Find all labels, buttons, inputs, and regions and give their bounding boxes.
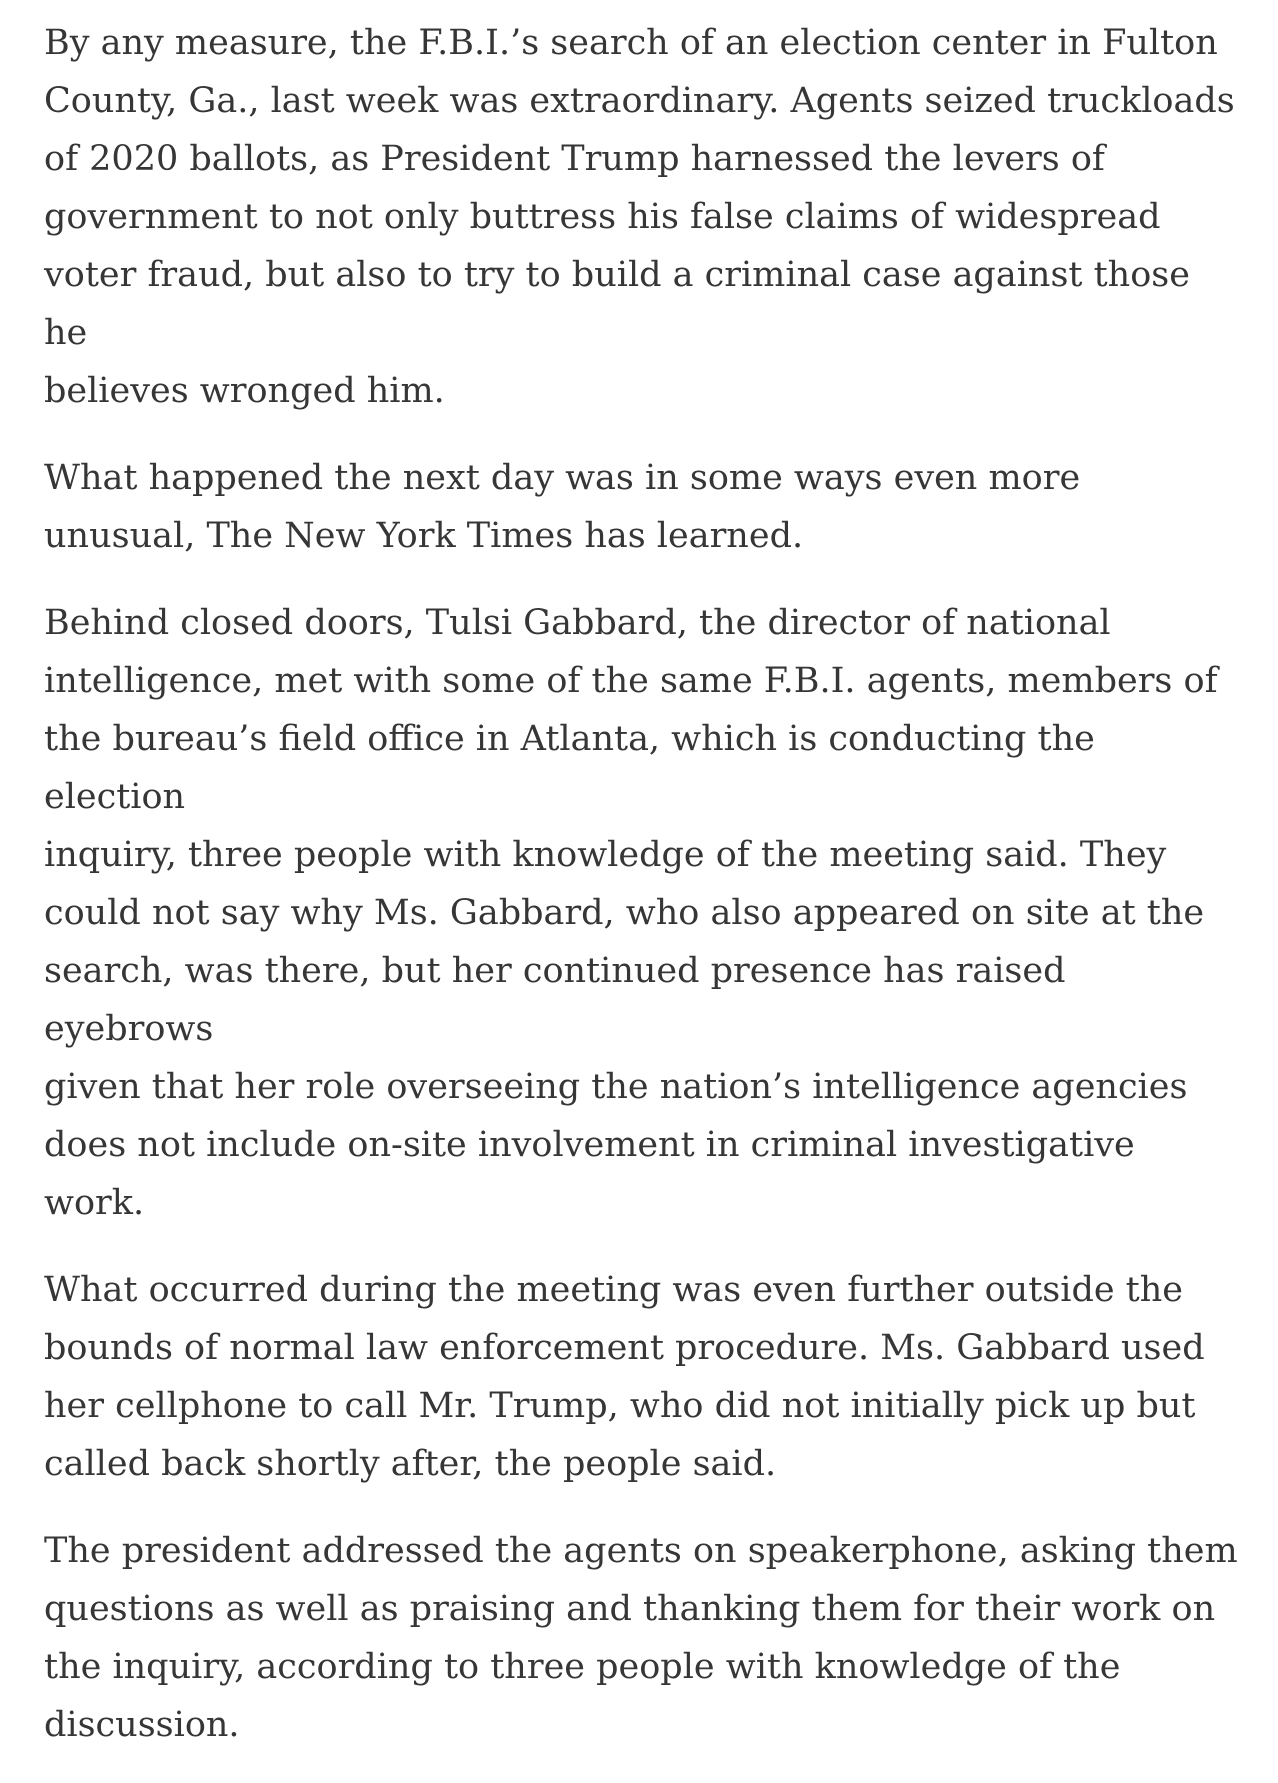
article-paragraph-4: What occurred during the meeting was even further outside the bounds of normal law enforcement procedure. Ms. Gabbard used her cellphone to call Mr. Trump, who did not initially pick up but called back shortly after, the people said.: [44, 1270, 1205, 1484]
article-paragraph-2: What happened the next day was in some ways even more unusual, The New York Times has learned.: [44, 458, 1081, 556]
article-paragraph-3: Behind closed doors, Tulsi Gabbard, the director of national intelligence, met with some of the same F.B.I. agents, members of the bureau’s field office in Atlanta, which is conducting the election inquiry, three people with knowledge of the meeting said. They could not say why Ms. Gabbard, who also appeared on site at the search, was there, but her continued presence has raised eyebrows given that her role overseeing the nation’s intelligence agencies does not include on-site involvement in criminal investigative work.: [44, 603, 1218, 1223]
article-paragraph-1: By any measure, the F.B.I.’s search of an election center in Fulton County, Ga., last week was extraordinary. Agents seized truckloads of 2020 ballots, as President Trump harnessed the levers of government to not only buttress his false claims of widespread voter fraud, but also to try to build a criminal case against those he believes wronged him.: [44, 23, 1235, 411]
article-paragraph-5: The president addressed the agents on speakerphone, asking them questions as well as praising and thanking them for their work on the inquiry, according to three people with knowledge of the discussion.: [44, 1531, 1238, 1745]
article-body: [44, 14, 1244, 1783]
